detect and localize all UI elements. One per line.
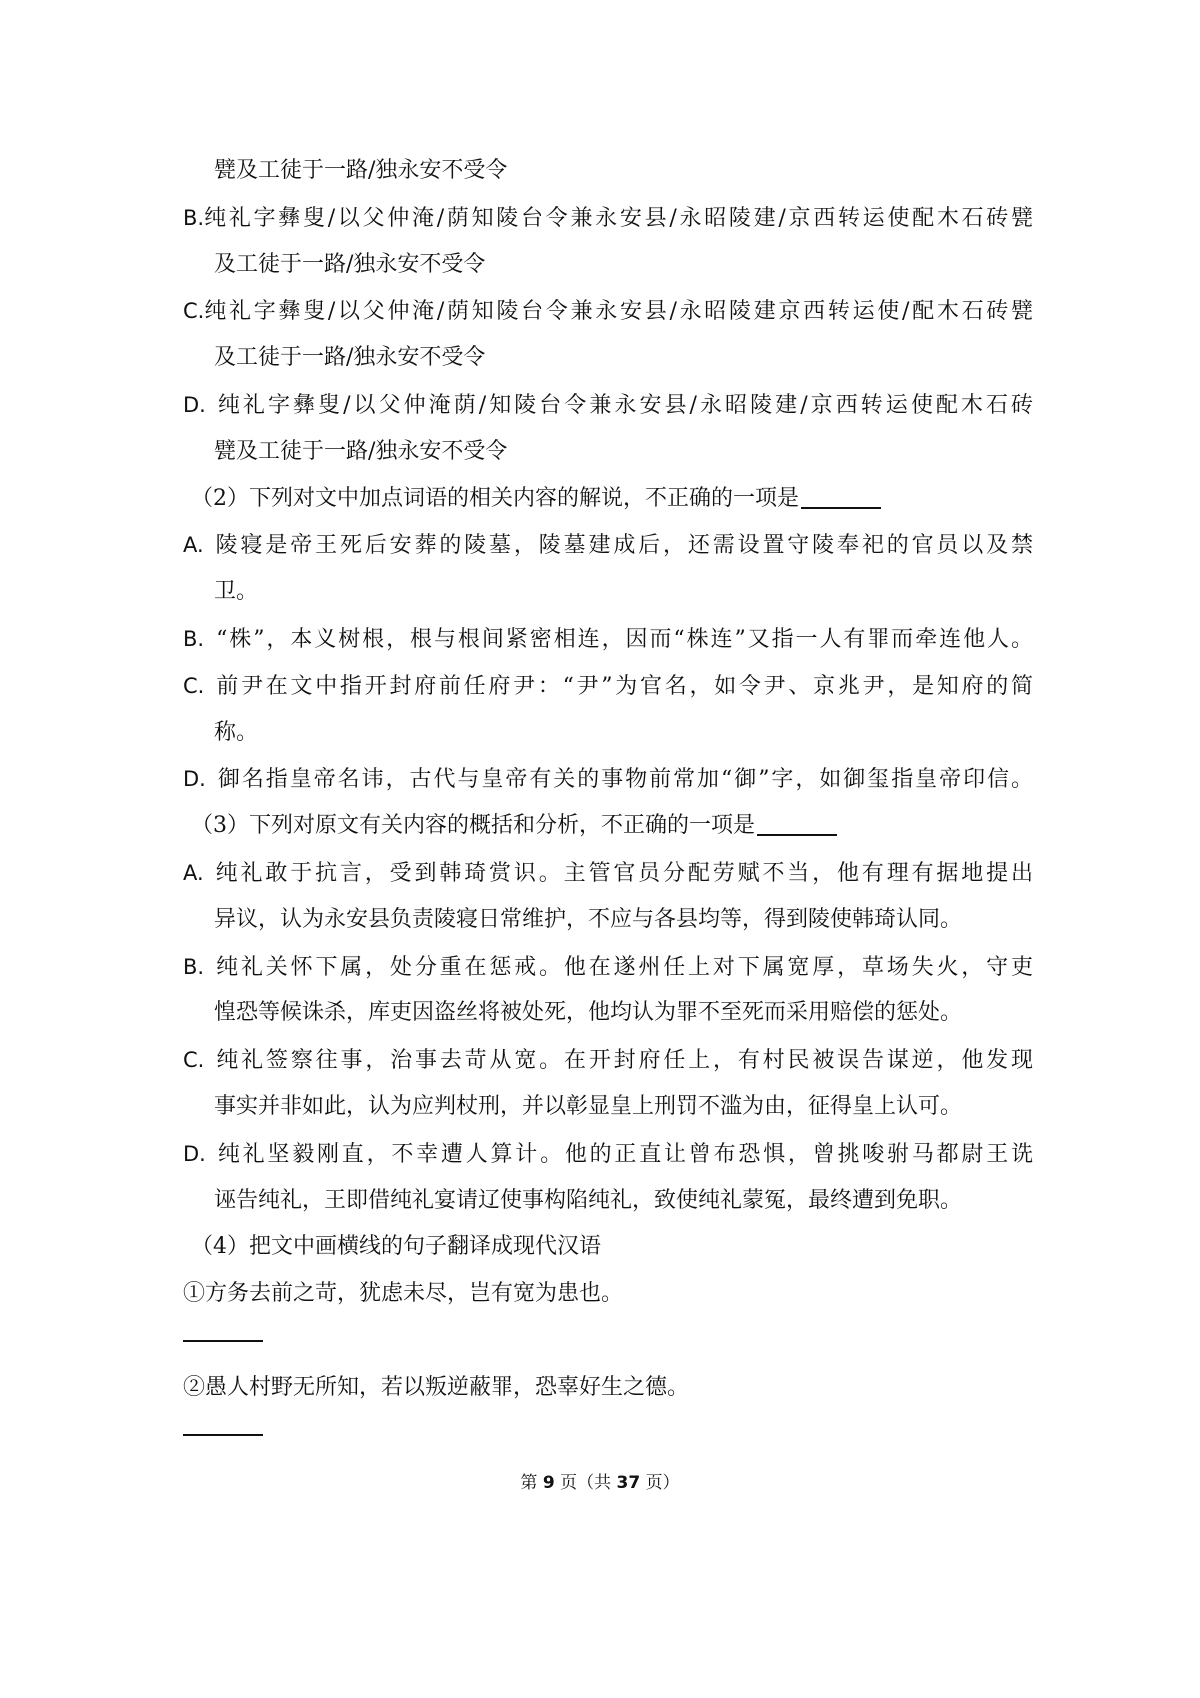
q4-stem: （4）把文中画横线的句子翻译成现代汉语	[191, 1234, 601, 1260]
option-text-cont: 称。	[214, 719, 259, 745]
option-text: 纯礼敢于抗言，受到韩琦赏识。主管官员分配劳赋不当，他有理有据地提出	[215, 860, 1033, 886]
option-letter: D.	[183, 767, 206, 792]
q1-option-d	[183, 382, 1033, 476]
q1-option-b	[183, 195, 1033, 289]
q4-sentence-1: ①方务去前之苛，犹虑未尽，岂有宽为患也。	[183, 1281, 624, 1307]
option-text-cont: 卫。	[214, 579, 259, 605]
current-page-number: 9	[542, 1473, 555, 1493]
option-letter: C.	[183, 299, 205, 324]
option-text: 陵寝是帝王死后安葬的陵墓，陵墓建成后，还需设置守陵奉祀的官员以及禁	[215, 533, 1033, 559]
option-letter: B.	[183, 626, 205, 651]
option-text: 纯礼坚毅刚直，不幸遭人算计。他的正直让曾布恐惧，曾挑唆驸马都尉王诜	[217, 1141, 1033, 1167]
option-text-cont: 惶恐等候诛杀，库吏因盗丝将被处死，他均认为罪不至死而采用赔偿的惩处。	[214, 1000, 963, 1026]
footer-prefix: 第	[520, 1473, 538, 1493]
q2-option-b	[183, 616, 1033, 663]
option-text-cont: 及工徒于一路/独永安不受令	[214, 251, 486, 277]
page-footer	[0, 1468, 1200, 1493]
q1-option-a-tail: 甓及工徒于一路/独永安不受令	[214, 158, 508, 183]
option-text-cont: 异议，认为永安县负责陵寝日常维护，不应与各县均等，得到陵使韩琦认同。	[214, 906, 963, 932]
q3-option-b	[183, 944, 1033, 1038]
q3-option-a	[183, 850, 1033, 944]
answer-blank-1	[183, 1340, 263, 1342]
footer-suffix: 页）	[645, 1473, 680, 1493]
option-letter: B.	[183, 954, 205, 979]
option-text: 纯礼字彝叟/以父仲淹/荫知陵台令兼永安县/永昭陵建/京西转运使配木石砖甓	[204, 205, 1033, 231]
answer-blank	[757, 834, 837, 836]
option-text-cont: 甓及工徒于一路/独永安不受令	[214, 438, 508, 464]
option-text-cont: 及工徒于一路/独永安不受令	[214, 345, 486, 371]
option-text: 御名指皇帝名讳，古代与皇帝有关的事物前常加“御”字，如御玺指皇帝印信。	[217, 767, 1033, 793]
q1-option-c	[183, 288, 1033, 382]
option-text: 前尹在文中指开封府前任府尹：“尹”为官名，如令尹、京兆尹，是知府的简	[216, 673, 1033, 699]
q3-option-c	[183, 1037, 1033, 1131]
q3-option-d	[183, 1131, 1033, 1225]
answer-blank-2	[183, 1434, 263, 1436]
q2-option-c	[183, 663, 1033, 757]
option-text: “株”，本义树根，根与根间紧密相连，因而“株连”又指一人有罪而牵连他人。	[216, 626, 1033, 652]
q2-option-a	[183, 522, 1033, 616]
answer-blank	[801, 507, 881, 509]
option-letter: D.	[183, 392, 206, 417]
option-text: 纯礼字彝叟/以父仲淹荫/知陵台令兼永安县/永昭陵建/京西转运使配木石砖	[217, 392, 1033, 418]
q4-sentence-2: ②愚人村野无所知，若以叛逆蔽罪，恐辜好生之德。	[183, 1374, 690, 1400]
q2-option-d	[183, 756, 1033, 803]
total-page-count: 37	[616, 1473, 641, 1493]
option-text: 纯礼关怀下属，处分重在惩戒。他在遂州任上对下属宽厚，草场失火，守吏	[216, 954, 1033, 980]
option-text-cont: 诬告纯礼，王即借纯礼宴请辽使事构陷纯礼，致使纯礼蒙冤，最终遭到免职。	[214, 1187, 963, 1213]
option-letter: C.	[183, 1048, 205, 1073]
option-letter: A.	[183, 533, 204, 558]
option-letter: D.	[183, 1141, 206, 1166]
q3-stem: （3）下列对原文有关内容的概括和分析，不正确的一项是	[183, 803, 1033, 850]
option-text-cont: 事实并非如此，认为应判杖刑，并以彰显皇上刑罚不滥为由，征得皇上认可。	[214, 1093, 963, 1119]
option-letter: C.	[183, 673, 205, 698]
option-text: 纯礼签察往事，治事去苛从宽。在开封府任上，有村民被误告谋逆，他发现	[216, 1048, 1033, 1074]
q2-stem: （2）下列对文中加点词语的相关内容的解说，不正确的一项是	[183, 476, 1033, 523]
option-letter: A.	[183, 860, 204, 885]
option-letter: B.	[183, 205, 205, 230]
footer-middle: 页（共	[560, 1473, 612, 1493]
option-text: 纯礼字彝叟/以父仲淹/荫知陵台令兼永安县/永昭陵建京西转运使/配木石砖甓	[204, 299, 1033, 325]
question-content	[183, 148, 1033, 1458]
